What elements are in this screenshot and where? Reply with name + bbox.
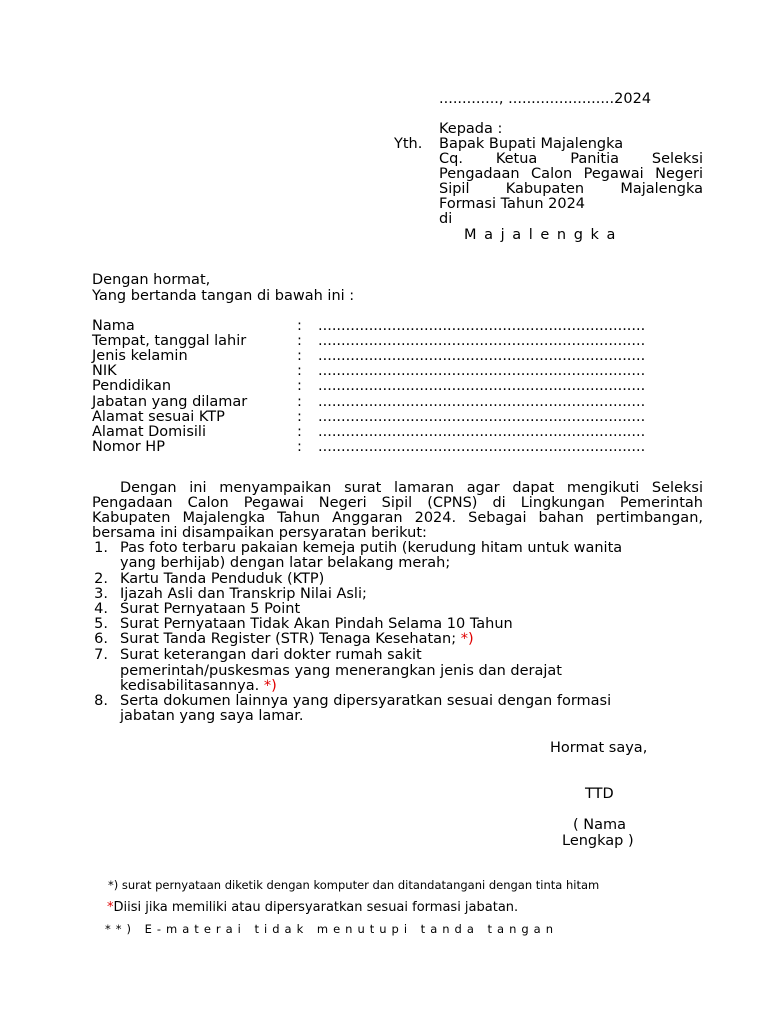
field-label-alamat-domisili: Alamat Domisili: [92, 424, 206, 440]
list-number: 6.: [94, 631, 108, 647]
field-label-nik: NIK: [92, 363, 117, 379]
list-item-6-text: Surat Tanda Register (STR) Tenaga Kesehatan;: [120, 631, 457, 647]
paragraph-line-2: Pengadaan Calon Pegawai Negeri Sipil (CPNS) di Lingkungan Pemerintah: [92, 495, 703, 511]
list-item-1-line-1: Pas foto terbaru pakaian kemeja putih (kerudung hitam untuk wanita: [120, 540, 623, 556]
city-label: M a j a l e n g k a: [464, 227, 617, 243]
field-label-pendidikan: Pendidikan: [92, 378, 172, 394]
field-colon: :: [297, 348, 302, 364]
field-fill-alamat-domisili[interactable]: .......................................................................: [318, 424, 646, 440]
signature-placeholder: TTD: [585, 786, 614, 802]
field-colon: :: [297, 409, 302, 425]
list-item-8-line-2: jabatan yang saya lamar.: [120, 708, 304, 724]
list-number: 4.: [94, 601, 108, 617]
field-colon: :: [297, 363, 302, 379]
asterisk-mark: *): [263, 678, 277, 694]
recipient-line-3: Pengadaan Calon Pegawai Negeri: [439, 166, 703, 182]
recipient-line-4: Sipil Kabupaten Majalengka: [439, 181, 703, 197]
signer-name-line-2: Lengkap ): [562, 833, 634, 849]
closing-hormat: Hormat saya,: [550, 740, 648, 756]
field-label-tempat-tanggal-lahir: Tempat, tanggal lahir: [92, 333, 247, 349]
field-colon: :: [297, 378, 302, 394]
intro-line: Yang bertanda tangan di bawah ini :: [92, 288, 355, 304]
list-item-3: Ijazah Asli dan Transkrip Nilai Asli;: [120, 586, 367, 602]
di-label: di: [439, 211, 453, 227]
kepada-label: Kepada :: [439, 121, 503, 137]
field-fill-tempat-tanggal-lahir[interactable]: .......................................................................: [318, 333, 646, 349]
field-colon: :: [297, 439, 302, 455]
list-item-4: Surat Pernyataan 5 Point: [120, 601, 301, 617]
field-fill-jenis-kelamin[interactable]: .......................................................................: [318, 348, 646, 364]
list-number: 2.: [94, 571, 108, 587]
field-colon: :: [297, 318, 302, 334]
list-number: 8.: [94, 693, 108, 709]
list-number: 1.: [94, 540, 108, 556]
footnote-3: **) E-materai tidak menutupi tanda tangan: [105, 922, 559, 936]
asterisk-mark: *: [107, 900, 114, 915]
field-fill-pendidikan[interactable]: .......................................................................: [318, 378, 646, 394]
signer-name-line-1: ( Nama: [573, 817, 627, 833]
list-number: 3.: [94, 586, 108, 602]
field-label-alamat-ktp: Alamat sesuai KTP: [92, 409, 225, 425]
field-label-jenis-kelamin: Jenis kelamin: [92, 348, 188, 364]
field-fill-alamat-ktp[interactable]: .......................................................................: [318, 409, 646, 425]
list-item-7-line-1: Surat keterangan dari dokter rumah sakit: [120, 647, 422, 663]
list-number: 7.: [94, 647, 108, 663]
recipient-line-2: Cq. Ketua Panitia Seleksi: [439, 151, 703, 167]
recipient-line-5: Formasi Tahun 2024: [439, 196, 586, 212]
list-item-2: Kartu Tanda Penduduk (KTP): [120, 571, 325, 587]
list-item-5: Surat Pernyataan Tidak Akan Pindah Selama 10 Tahun: [120, 616, 513, 632]
list-item-1-line-2: yang berhijab) dengan latar belakang merah;: [120, 555, 451, 571]
date-line: ............., .......................2024: [439, 91, 652, 107]
field-fill-jabatan[interactable]: .......................................................................: [318, 394, 646, 410]
yth-label: Yth.: [394, 136, 423, 152]
footnote-2-text: Diisi jika memiliki atau dipersyaratkan sesuai formasi jabatan.: [113, 900, 519, 915]
field-colon: :: [297, 424, 302, 440]
field-fill-nik[interactable]: .......................................................................: [318, 363, 646, 379]
field-label-nama: Nama: [92, 318, 135, 334]
footnote-2: [107, 900, 518, 915]
field-fill-nama[interactable]: .......................................................................: [318, 318, 646, 334]
field-label-nomor-hp: Nomor HP: [92, 439, 165, 455]
list-number: 5.: [94, 616, 108, 632]
list-item-7-line-2: pemerintah/puskesmas yang menerangkan jenis dan derajat: [120, 663, 562, 679]
field-colon: :: [297, 333, 302, 349]
field-label-jabatan: Jabatan yang dilamar: [92, 394, 248, 410]
list-item-7-line-3: [120, 679, 277, 694]
recipient-line-1: Bapak Bupati Majalengka: [439, 136, 624, 152]
list-item-8-line-1: Serta dokumen lainnya yang dipersyaratkan sesuai dengan formasi: [120, 693, 612, 709]
paragraph-line-3: Kabupaten Majalengka Tahun Anggaran 2024. Sebagai bahan pertimbangan,: [92, 510, 703, 526]
paragraph-line-1: Dengan ini menyampaikan surat lamaran agar dapat mengikuti Seleksi: [120, 480, 703, 496]
greeting: Dengan hormat,: [92, 272, 211, 288]
list-item-6: [120, 632, 474, 647]
field-fill-nomor-hp[interactable]: .......................................................................: [318, 439, 646, 455]
asterisk-mark: *): [460, 631, 474, 647]
footnote-1: *) surat pernyataan diketik dengan komputer dan ditandatangani dengan tinta hitam: [108, 878, 600, 892]
paragraph-line-4: bersama ini disampaikan persyaratan berikut:: [92, 525, 427, 541]
field-colon: :: [297, 394, 302, 410]
list-item-7-text: kedisabilitasannya.: [120, 678, 260, 694]
